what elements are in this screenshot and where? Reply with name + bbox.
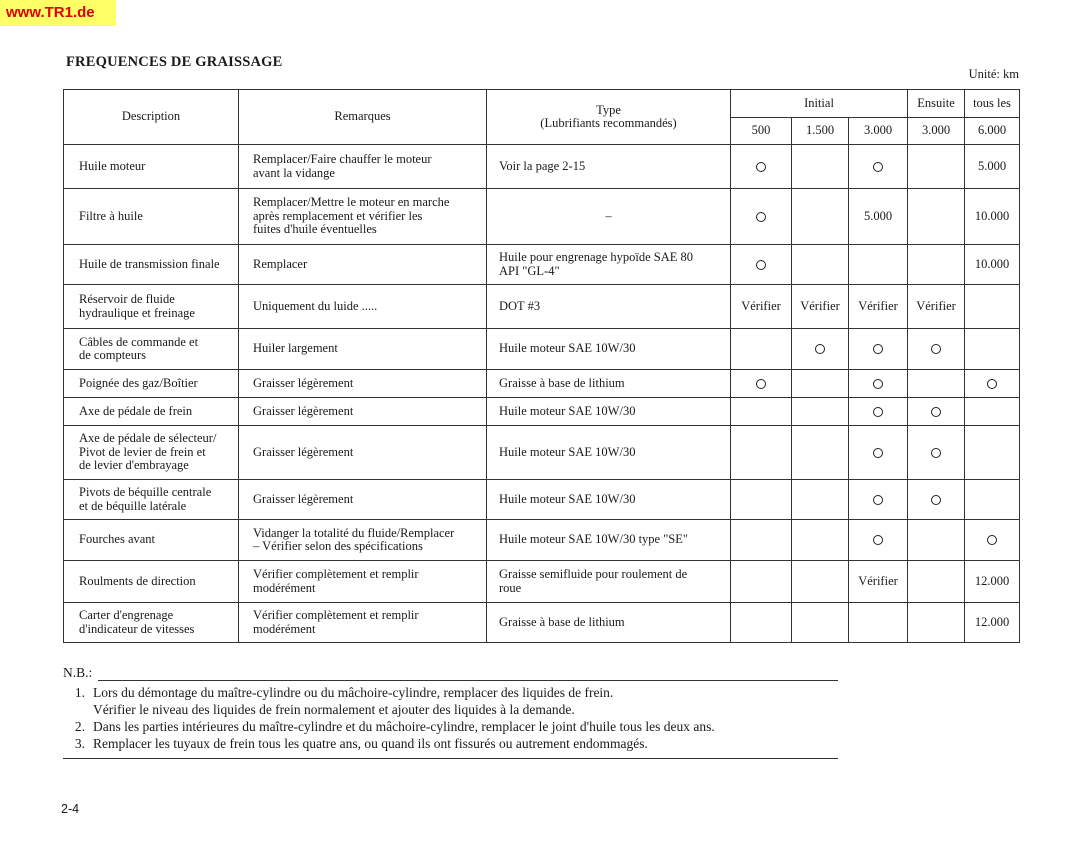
type-cell-line: Huile moteur SAE 10W/30 (499, 341, 636, 356)
remarques-cell-line: fuites d'huile éventuelles (253, 222, 377, 237)
description-cell-line: de levier d'embrayage (79, 458, 189, 473)
cell-initial-1500 (792, 285, 849, 329)
type-cell-line: Huile moteur SAE 10W/30 (499, 491, 636, 506)
description-cell (64, 285, 239, 329)
header-interval-500: 500 (731, 118, 792, 145)
cell-initial-1500 (792, 520, 849, 561)
cell-initial-500 (731, 189, 792, 245)
cell-tous-les-6000 (965, 370, 1020, 398)
circle-mark-icon (873, 162, 883, 172)
type-cell-line: DOT #3 (499, 298, 541, 313)
cell-ensuite-3000 (908, 285, 965, 329)
description-cell-line: Huile moteur (79, 158, 146, 173)
page-title: FREQUENCES DE GRAISSAGE (66, 54, 283, 70)
table-row (64, 370, 1020, 398)
remarques-cell-line: Vérifier complètement et remplir (253, 567, 419, 581)
cell-initial-3000 (849, 245, 908, 285)
table-row (64, 285, 1020, 329)
cell-initial-3000 (849, 561, 908, 603)
cell-tous-les-6000 (965, 245, 1020, 285)
cell-tous-les-6000 (965, 603, 1020, 643)
cell-initial-500 (731, 480, 792, 520)
remarques-cell (239, 245, 487, 285)
table-row (64, 480, 1020, 520)
description-cell (64, 561, 239, 603)
cell-tous-les-6000 (965, 426, 1020, 480)
note-number: 3. (74, 736, 85, 751)
cell-initial-500 (731, 561, 792, 603)
remarques-cell (239, 561, 487, 603)
circle-mark-icon (987, 535, 997, 545)
type-cell-line: Huile pour engrenage hypoïde SAE 80 (499, 250, 694, 264)
type-cell-line: Graisse à base de lithium (499, 375, 625, 390)
table-row (64, 561, 1020, 603)
circle-mark-icon (873, 448, 883, 458)
remarques-cell-line: Graisser légèrement (253, 444, 354, 459)
remarques-cell-line: Graisser légèrement (253, 375, 354, 390)
cell-initial-500 (731, 603, 792, 643)
cell-initial-3000 (849, 426, 908, 480)
cell-initial-3000 (849, 480, 908, 520)
cell-value: Vérifier (858, 573, 898, 588)
cell-initial-3000 (849, 520, 908, 561)
table-row (64, 329, 1020, 370)
cell-value: 5.000 (977, 158, 1007, 173)
type-cell (487, 370, 731, 398)
description-cell-line: Réservoir de fluide (79, 292, 175, 306)
circle-mark-icon (756, 162, 766, 172)
cell-initial-1500 (792, 329, 849, 370)
type-cell-line: API "GL-4" (499, 263, 560, 278)
unit-label: Unité: km (968, 67, 1019, 81)
cell-ensuite-3000 (908, 189, 965, 245)
note-number: 2. (74, 719, 85, 734)
type-cell-line: Voir la page 2-15 (499, 158, 586, 173)
remarques-cell-line: Remplacer (253, 256, 308, 271)
description-cell (64, 245, 239, 285)
description-cell (64, 603, 239, 643)
cell-ensuite-3000 (908, 370, 965, 398)
circle-mark-icon (815, 344, 825, 354)
remarques-cell-line: Uniquement du luide ..... (253, 298, 378, 313)
note-item (63, 701, 838, 718)
note-text: Remplacer les tuyaux de frein tous les quatre ans, ou quand ils ont fissurés ou autrement endommagés. (93, 736, 648, 751)
type-cell-line: Huile moteur SAE 10W/30 (499, 444, 636, 459)
cell-value: 10.000 (974, 256, 1010, 271)
description-cell (64, 398, 239, 426)
description-cell-line: Pivots de béquille centrale (79, 485, 212, 499)
circle-mark-icon (873, 535, 883, 545)
header-interval-6000: 6.000 (965, 118, 1020, 145)
cell-initial-1500 (792, 603, 849, 643)
description-cell-line: hydraulique et freinage (79, 305, 195, 320)
cell-ensuite-3000 (908, 520, 965, 561)
cell-ensuite-3000 (908, 329, 965, 370)
header-tous-les: tous les (965, 90, 1020, 118)
cell-initial-1500 (792, 370, 849, 398)
type-cell (487, 520, 731, 561)
remarques-cell-line: Remplacer/Faire chauffer le moteur (253, 152, 432, 166)
type-cell-line: roue (499, 580, 522, 595)
note-number: 1. (74, 685, 85, 700)
cell-ensuite-3000 (908, 398, 965, 426)
circle-mark-icon (873, 407, 883, 417)
remarques-cell-line: Remplacer/Mettre le moteur en marche (253, 195, 450, 210)
header-type (487, 90, 731, 145)
remarques-cell (239, 426, 487, 480)
cell-tous-les-6000 (965, 520, 1020, 561)
cell-initial-500 (731, 285, 792, 329)
cell-value: 10.000 (974, 208, 1010, 223)
notes-list (63, 684, 838, 752)
remarques-cell-line: après remplacement et vérifier les (253, 208, 423, 223)
header-interval-3000: 3.000 (849, 118, 908, 145)
cell-initial-3000 (849, 398, 908, 426)
cell-value: 12.000 (974, 573, 1010, 588)
type-cell-line: Graisse semifluide pour roulement de (499, 567, 688, 581)
description-cell-line: Carter d'engrenage (79, 608, 174, 622)
cell-value: 5.000 (863, 208, 893, 223)
cell-value: Vérifier (916, 298, 956, 313)
type-cell (487, 480, 731, 520)
cell-tous-les-6000 (965, 480, 1020, 520)
type-cell (487, 561, 731, 603)
description-cell (64, 189, 239, 245)
cell-initial-3000 (849, 329, 908, 370)
cell-initial-3000 (849, 370, 908, 398)
cell-initial-1500 (792, 189, 849, 245)
remarques-cell-line: – Vérifier selon des spécifications (253, 539, 423, 553)
cell-initial-500 (731, 398, 792, 426)
description-cell-line: Axe de pédale de frein (79, 403, 193, 418)
header-type-title: Type (596, 102, 621, 117)
circle-mark-icon (756, 379, 766, 389)
cell-initial-500 (731, 145, 792, 189)
cell-tous-les-6000 (965, 145, 1020, 189)
remarques-cell-line: Graisser légèrement (253, 491, 354, 506)
remarques-cell-line: Vidanger la totalité du fluide/Remplacer (253, 525, 455, 540)
cell-tous-les-6000 (965, 561, 1020, 603)
circle-mark-icon (873, 379, 883, 389)
remarques-cell (239, 520, 487, 561)
remarques-cell (239, 285, 487, 329)
remarques-cell-line: Huiler largement (253, 341, 338, 356)
type-cell-line: Graisse à base de lithium (499, 614, 625, 629)
cell-ensuite-3000 (908, 245, 965, 285)
type-cell (487, 245, 731, 285)
page-number: 2-4 (61, 802, 80, 816)
cell-initial-500 (731, 520, 792, 561)
table-row (64, 520, 1020, 561)
cell-initial-1500 (792, 398, 849, 426)
cell-initial-1500 (792, 561, 849, 603)
cell-ensuite-3000 (908, 145, 965, 189)
cell-initial-1500 (792, 426, 849, 480)
header-interval-ensuite-3000: 3.000 (908, 118, 965, 145)
cell-initial-1500 (792, 245, 849, 285)
cell-value: Vérifier (741, 298, 781, 313)
description-cell (64, 370, 239, 398)
type-cell (487, 189, 731, 245)
cell-ensuite-3000 (908, 480, 965, 520)
notes-header (63, 664, 838, 681)
type-cell (487, 603, 731, 643)
header-interval-1500: 1.500 (792, 118, 849, 145)
remarques-cell (239, 603, 487, 643)
header-initial: Initial (731, 90, 908, 118)
description-cell-line: Huile de transmission finale (79, 256, 220, 271)
notes-bottom-rule (63, 758, 838, 759)
header-description: Description (64, 90, 239, 145)
cell-value: 12.000 (974, 614, 1010, 629)
type-cell (487, 398, 731, 426)
description-cell-line: Roulments de direction (79, 573, 196, 588)
cell-initial-3000 (849, 189, 908, 245)
cell-initial-1500 (792, 480, 849, 520)
remarques-cell (239, 189, 487, 245)
type-cell (487, 426, 731, 480)
table-row (64, 145, 1020, 189)
table-row (64, 245, 1020, 285)
header-remarques: Remarques (239, 90, 487, 145)
type-cell (487, 329, 731, 370)
notes-top-rule (98, 673, 838, 681)
remarques-cell (239, 145, 487, 189)
description-cell-line: de compteurs (79, 348, 146, 362)
cell-tous-les-6000 (965, 189, 1020, 245)
remarques-cell-line: avant la vidange (253, 165, 335, 180)
remarques-cell-line: modérément (253, 621, 316, 636)
note-number (63, 701, 93, 718)
cell-ensuite-3000 (908, 426, 965, 480)
circle-mark-icon (931, 495, 941, 505)
circle-mark-icon (756, 212, 766, 222)
remarques-cell-line: Vérifier complètement et remplir (253, 608, 419, 622)
description-cell (64, 480, 239, 520)
note-item (63, 718, 838, 735)
note-item (63, 684, 838, 701)
type-cell-line: Huile moteur SAE 10W/30 (499, 403, 636, 418)
circle-mark-icon (873, 344, 883, 354)
circle-mark-icon (931, 344, 941, 354)
description-cell-line: et de béquille latérale (79, 498, 187, 513)
cell-initial-3000 (849, 145, 908, 189)
cell-value: Vérifier (800, 298, 840, 313)
remarques-cell (239, 370, 487, 398)
description-cell-line: Axe de pédale de sélecteur/ (79, 431, 217, 446)
description-cell-line: Pivot de levier de frein et (79, 444, 206, 459)
table-body (64, 145, 1020, 643)
cell-value: Vérifier (858, 298, 898, 313)
type-cell (487, 285, 731, 329)
note-text: Dans les parties intérieures du maître-cylindre et du mâchoire-cylindre, remplacer le joint d'huile tous les deux ans. (93, 719, 715, 734)
cell-initial-500 (731, 329, 792, 370)
table-row (64, 189, 1020, 245)
notes-label: N.B.: (63, 665, 93, 680)
cell-initial-500 (731, 370, 792, 398)
table-row (64, 398, 1020, 426)
circle-mark-icon (931, 448, 941, 458)
table-row (64, 426, 1020, 480)
cell-ensuite-3000 (908, 561, 965, 603)
description-cell-line: Poignée des gaz/Boîtier (79, 375, 198, 390)
cell-initial-1500 (792, 145, 849, 189)
circle-mark-icon (931, 407, 941, 417)
watermark-logo[interactable]: www.TR1.de (0, 0, 116, 26)
description-cell (64, 145, 239, 189)
circle-mark-icon (756, 260, 766, 270)
header-ensuite: Ensuite (908, 90, 965, 118)
cell-initial-3000 (849, 285, 908, 329)
notes-section (63, 664, 838, 759)
circle-mark-icon (873, 495, 883, 505)
remarques-cell-line: Graisser légèrement (253, 403, 354, 418)
description-cell (64, 329, 239, 370)
remarques-cell (239, 480, 487, 520)
circle-mark-icon (987, 379, 997, 389)
description-cell (64, 426, 239, 480)
remarques-cell (239, 398, 487, 426)
cell-initial-500 (731, 245, 792, 285)
description-cell-line: Fourches avant (79, 532, 156, 547)
description-cell-line: Câbles de commande et (79, 334, 199, 349)
description-cell-line: d'indicateur de vitesses (79, 621, 195, 636)
table-row (64, 603, 1020, 643)
remarques-cell-line: modérément (253, 580, 316, 595)
type-cell-line: Huile moteur SAE 10W/30 type "SE" (499, 532, 689, 547)
cell-initial-3000 (849, 603, 908, 643)
cell-tous-les-6000 (965, 398, 1020, 426)
description-cell (64, 520, 239, 561)
cell-ensuite-3000 (908, 603, 965, 643)
lubrication-table (63, 89, 1020, 643)
note-text: Lors du démontage du maître-cylindre ou du mâchoire-cylindre, remplacer des liquides de frein. (93, 685, 614, 700)
header-type-subtitle: (Lubrifiants recommandés) (540, 116, 677, 130)
cell-tous-les-6000 (965, 285, 1020, 329)
cell-tous-les-6000 (965, 329, 1020, 370)
cell-initial-500 (731, 426, 792, 480)
remarques-cell (239, 329, 487, 370)
note-text: Vérifier le niveau des liquides de frein normalement et ajouter des liquides à la demande. (93, 702, 575, 717)
type-cell-line: – (605, 208, 612, 223)
note-item (63, 735, 838, 752)
type-cell (487, 145, 731, 189)
description-cell-line: Filtre à huile (79, 208, 143, 223)
